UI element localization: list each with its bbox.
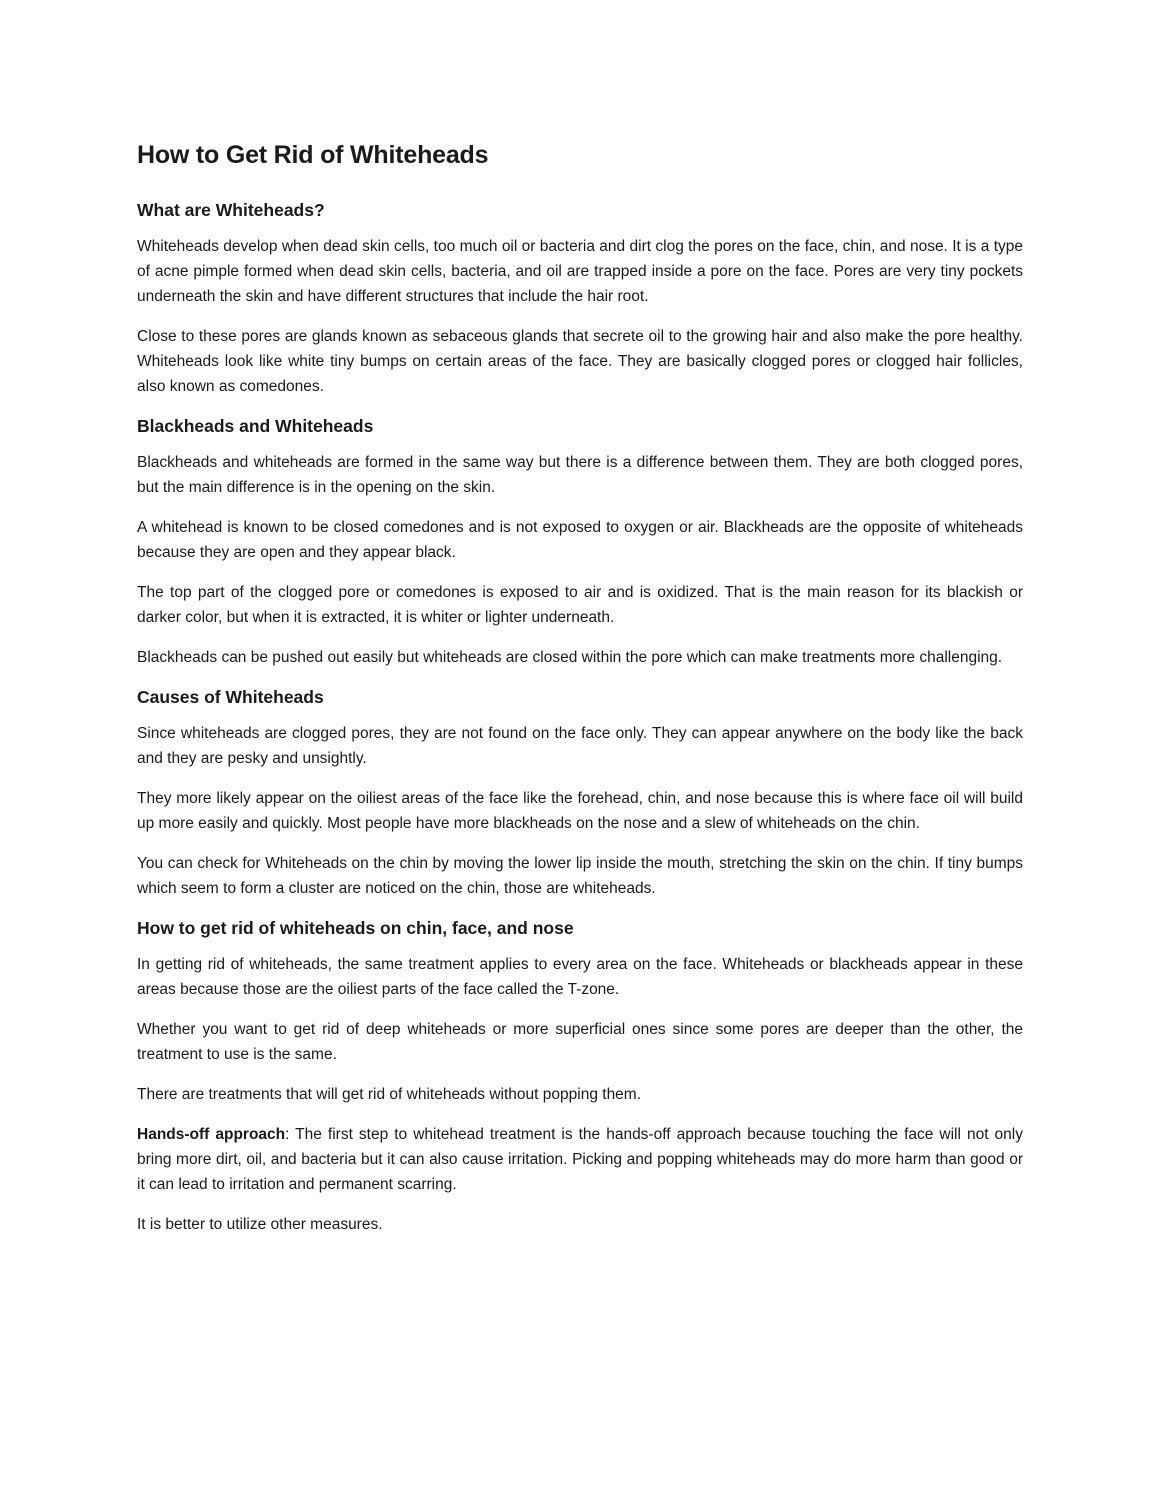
paragraph: Since whiteheads are clogged pores, they are not found on the face only. They can appear anywhere on the body like the back and they are pesky and unsightly. xyxy=(137,725,1023,767)
section-how-to-get-rid xyxy=(137,916,1023,1237)
document-page xyxy=(137,138,1023,1252)
paragraph: There are treatments that will get rid of whiteheads without popping them. xyxy=(137,1086,642,1103)
hands-off-label: Hands-off approach xyxy=(137,1126,286,1143)
page-title: How to Get Rid of Whiteheads xyxy=(137,141,489,169)
paragraph: They more likely appear on the oiliest areas of the face like the forehead, chin, and nose because this is where face oil will build up more easily and quickly. Most people have more blackheads on the nose and a slew of whiteheads on the chin. xyxy=(137,790,1023,832)
paragraph: In getting rid of whiteheads, the same treatment applies to every area on the face. Whiteheads or blackheads appear in these areas because those are the oiliest parts of the face called the T-zone. xyxy=(137,956,1023,998)
paragraph: A whitehead is known to be closed comedones and is not exposed to oxygen or air. Blackheads are the opposite of whiteheads because they are open and they appear black. xyxy=(137,519,1023,561)
section-heading: Blackheads and Whiteheads xyxy=(137,416,374,436)
section-what-are-whiteheads xyxy=(137,198,1023,399)
paragraph: Blackheads and whiteheads are formed in the same way but there is a difference between them. They are both clogged pores, but the main difference is in the opening on the skin. xyxy=(137,454,1023,496)
paragraph: You can check for Whiteheads on the chin by moving the lower lip inside the mouth, stretching the skin on the chin. If tiny bumps which seem to form a cluster are noticed on the chin, those are whiteheads. xyxy=(137,855,1023,897)
section-heading: Causes of Whiteheads xyxy=(137,687,324,707)
section-heading: How to get rid of whiteheads on chin, face, and nose xyxy=(137,918,574,938)
section-causes-of-whiteheads xyxy=(137,685,1023,901)
paragraph: Close to these pores are glands known as sebaceous glands that secrete oil to the growing hair and also make the pore healthy. Whiteheads look like white tiny bumps on certain areas of the face. They are basically clogged pores or clogged hair follicles, also known as comedones. xyxy=(137,328,1023,395)
section-blackheads-and-whiteheads xyxy=(137,414,1023,670)
paragraph: Whiteheads develop when dead skin cells, too much oil or bacteria and dirt clog the pores on the face, chin, and nose. It is a type of acne pimple formed when dead skin cells, bacteria, and oil are trapped inside a pore on the face. Pores are very tiny pockets underneath the skin and have different structures that include the hair root. xyxy=(137,238,1023,305)
hands-off-text: : The first step to whitehead treatment is the hands-off approach because touching the face will not only bring more dirt, oil, and bacteria but it can also cause irritation. Picking and popping whiteheads may do more harm than good or it can lead to irritation and permanent scarring. xyxy=(137,1126,1023,1193)
paragraph: Blackheads can be pushed out easily but whiteheads are closed within the pore which can make treatments more challenging. xyxy=(137,649,1003,666)
hands-off-paragraph xyxy=(137,1122,1023,1197)
section-heading: What are Whiteheads? xyxy=(137,200,325,220)
closing-paragraph: It is better to utilize other measures. xyxy=(137,1216,383,1233)
paragraph: Whether you want to get rid of deep whiteheads or more superficial ones since some pores are deeper than the other, the treatment to use is the same. xyxy=(137,1021,1023,1063)
paragraph: The top part of the clogged pore or comedones is exposed to air and is oxidized. That is the main reason for its blackish or darker color, but when it is extracted, it is whiter or lighter underneath. xyxy=(137,584,1023,626)
